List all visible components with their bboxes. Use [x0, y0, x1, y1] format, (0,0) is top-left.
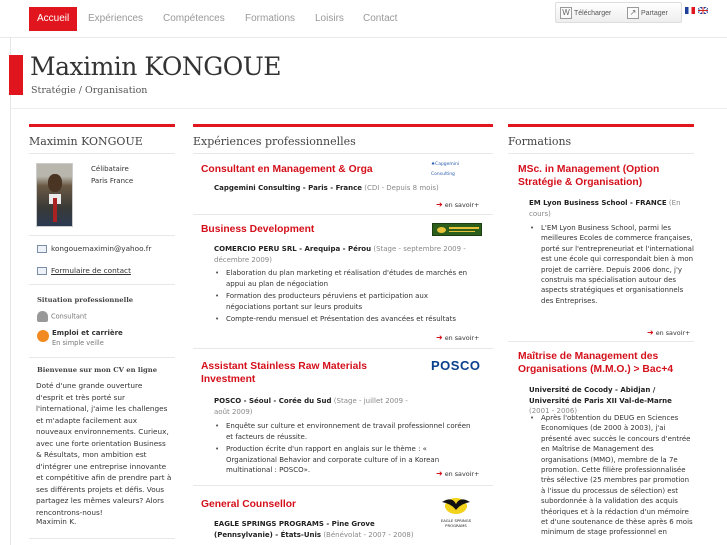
formations-column — [508, 124, 694, 545]
formation-school: Université de Cocody - Abidjan / Université de Paris XII Val-de-Marne (2001 - 2006) — [529, 386, 672, 415]
formation-school: EM Lyon Business School - FRANCE (En cours) — [529, 199, 681, 218]
divider — [29, 357, 175, 358]
experience-company: EAGLE SPRINGS PROGRAMS - Pine Grove (Pennsylvanie) - États-Unis (Bénévolat - 2007 - 2008) — [214, 520, 414, 539]
profile-heading: Maximin KONGOUE — [29, 124, 175, 154]
nav-experiences[interactable]: Expériences — [88, 13, 144, 24]
read-more-link[interactable]: ➜ en savoir+ — [647, 328, 691, 337]
situation-heading: Situation professionnelle — [37, 296, 134, 304]
email-line[interactable] — [37, 243, 151, 255]
experience-bullets: • Enquête sur culture et environnement de travail professionnel coréen et facteurs de réussite. • Production écrite d'un rapport en anglais sur le thème : « Organizational Behavior and corporate culture of in a Korean multinational : POSCO». — [213, 421, 473, 478]
personal-info — [91, 163, 133, 187]
formation-title[interactable]: MSc. in Management (Option Stratégie & Organisation) — [518, 164, 660, 188]
page-left-rule — [10, 38, 11, 545]
download-button[interactable]: W Télécharger — [560, 7, 611, 20]
signoff: Maximin K. — [36, 517, 77, 526]
divider — [193, 214, 493, 215]
experiences-column — [193, 124, 493, 545]
profile-photo — [36, 163, 73, 227]
header-accent-bar — [9, 55, 23, 95]
intro-text: Doté d'une grande ouverture d'esprit et très porté sur l'international, j'aime les challenges et m'adapte facilement aux nouveaux environnements. Curieux, avec une forte orientation Business & Résultats, mon ambition est d'intégrer une entreprise innovante et compétitive afin de prendre part à ses différents projets et défis. Vous partagez les mêmes valeurs? Alors rencontrons-nous! — [36, 381, 172, 517]
eagle-springs-logo: EAGLE SPRINGS PROGRAMS — [430, 494, 482, 524]
form-icon — [37, 267, 47, 275]
divider — [29, 235, 175, 236]
read-more-link[interactable]: ➜ en savoir+ — [436, 333, 480, 342]
status-consultant: Consultant — [37, 311, 87, 322]
french-flag-icon[interactable] — [685, 7, 695, 14]
status-employment: Emploi et carrière En simple veille — [37, 328, 123, 348]
nav-loisirs[interactable]: Loisirs — [315, 13, 344, 24]
toolbar — [555, 2, 682, 23]
arrow-right-icon: ➜ — [436, 333, 443, 342]
top-navigation — [0, 0, 727, 38]
experience-title[interactable]: Business Development — [201, 224, 315, 235]
header-divider — [10, 108, 727, 109]
arrow-right-icon: ➜ — [647, 328, 654, 337]
nav-formations[interactable]: Formations — [245, 13, 296, 24]
intro-heading: Bienvenue sur mon CV en ligne — [37, 366, 158, 374]
location: Paris France — [91, 177, 134, 185]
divider — [508, 341, 694, 342]
experience-title[interactable]: Consultant en Management & Orga — [201, 164, 373, 175]
experience-title[interactable]: General Counsellor — [201, 499, 296, 510]
experience-company: COMERCIO PERU SRL - Arequipa - Pérou (Stage - septembre 2009 - décembre 2009) — [214, 245, 466, 264]
site-title: Maximin KONGOUE — [30, 52, 282, 81]
email-icon — [37, 245, 47, 253]
posco-logo: POSCO — [431, 358, 481, 373]
read-more-link[interactable]: ➜ en savoir+ — [436, 200, 480, 209]
experience-company: POSCO - Séoul - Corée du Sud (Stage - juillet 2009 - août 2009) — [214, 397, 408, 416]
word-document-icon: W — [560, 7, 572, 19]
person-icon — [37, 311, 48, 322]
arrow-right-icon: ➜ — [436, 469, 443, 478]
marital-status: Célibataire — [91, 165, 129, 173]
experience-company: Capgemini Consulting - Paris - France (CDI - Depuis 8 mois) — [214, 184, 439, 192]
nav-contact[interactable]: Contact — [363, 13, 398, 24]
contact-form-link[interactable]: Formulaire de contact — [37, 265, 131, 277]
divider — [29, 284, 175, 285]
english-flag-icon[interactable] — [698, 7, 708, 14]
share-button[interactable]: ↗ Partager — [627, 7, 668, 20]
experience-title[interactable]: Assistant Stainless Raw Materials Investment — [201, 361, 367, 385]
experience-bullets: • Elaboration du plan marketing et réalisation d'études de marchés en appui au plan de négociation • Formation des producteurs péruviens et participation aux négociations portant sur leurs produits • Compte-rendu mensuel et Présentation des avancées et résultats — [213, 268, 473, 327]
divider — [193, 485, 493, 486]
divider — [29, 538, 175, 539]
formation-bullets: • L'EM Lyon Business School, parmi les meilleures Ecoles de commerce françaises, porté sur l'entrepreneuriat et l'international est une école qui correspondait bien à mon projet de carrière. Depuis 2006 donc, j'y construis ma spécialisation autour des aspects stratégiques et organisationnels des Entreprises. — [528, 223, 694, 306]
nav-competences[interactable]: Compétences — [163, 13, 225, 24]
capgemini-logo: ♠Capgemini Consulting — [431, 162, 460, 177]
email-address: kongouemaximin@yahoo.fr — [51, 244, 152, 253]
experiences-heading: Expériences professionnelles — [193, 124, 493, 154]
arrow-right-icon: ➜ — [436, 200, 443, 209]
comercio-peru-logo — [432, 223, 482, 236]
share-arrow-icon: ↗ — [627, 7, 639, 19]
formation-bullets: • Après l'obtention du DEUG en Sciences Economiques (de 2000 à 2003), j'ai présenté avec succès le concours d'entrée en Maîtrise de Management des organisations (MMO), membre de la 7e promotion. Cette filière professionnalisée très sélective (25 membres par promotion à l'issue du processus de sélection) est subordonnée à la validation des acquis théoriques et à la rédaction d'un mémoire et d'une soutenance de thèse après 6 mois minimum de stage professionnel en — [528, 413, 694, 545]
read-more-link[interactable]: ➜ en savoir+ — [436, 469, 480, 478]
profile-column — [29, 124, 175, 154]
divider — [193, 348, 493, 349]
formation-title[interactable]: Maîtrise de Management des Organisations (M.M.O.) > Bac+4 — [518, 351, 674, 375]
nav-accueil[interactable]: Accueil — [29, 7, 77, 31]
job-status-icon — [37, 330, 49, 342]
formations-heading: Formations — [508, 124, 694, 154]
site-subtitle: Stratégie / Organisation — [31, 85, 148, 96]
